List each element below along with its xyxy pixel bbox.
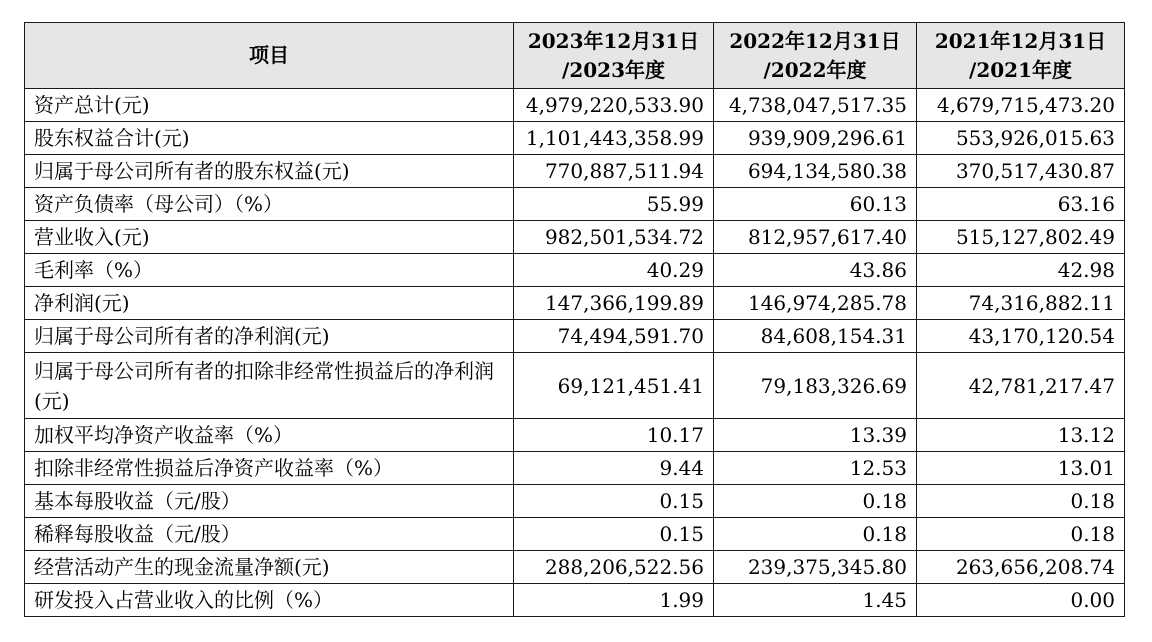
value-2023: 1,101,443,358.99	[514, 122, 714, 155]
header-2023	[514, 23, 714, 89]
row-label: 净利润(元)	[25, 287, 514, 320]
value-2023: 0.15	[514, 518, 714, 551]
value-2021: 0.18	[917, 518, 1125, 551]
value-2021: 63.16	[917, 188, 1125, 221]
value-2023: 1.99	[514, 584, 714, 617]
row-label: 毛利率（%）	[25, 254, 514, 287]
value-2023: 982,501,534.72	[514, 221, 714, 254]
table-row	[25, 254, 1125, 287]
table-row	[25, 287, 1125, 320]
table-row	[25, 221, 1125, 254]
value-2022: 0.18	[714, 518, 917, 551]
value-2021: 515,127,802.49	[917, 221, 1125, 254]
header-2021	[917, 23, 1125, 89]
value-2023: 288,206,522.56	[514, 551, 714, 584]
value-2022: 43.86	[714, 254, 917, 287]
financial-summary-table	[24, 22, 1125, 617]
row-label: 扣除非经常性损益后净资产收益率（%）	[25, 452, 514, 485]
row-label: 归属于母公司所有者的股东权益(元)	[25, 155, 514, 188]
value-2023: 10.17	[514, 419, 714, 452]
table-row	[25, 188, 1125, 221]
value-2022: 1.45	[714, 584, 917, 617]
table-header	[25, 23, 1125, 89]
value-2021: 43,170,120.54	[917, 320, 1125, 353]
value-2023: 9.44	[514, 452, 714, 485]
table-body	[25, 89, 1125, 617]
value-2021: 42,781,217.47	[917, 353, 1125, 419]
value-2022: 12.53	[714, 452, 917, 485]
row-label: 归属于母公司所有者的净利润(元)	[25, 320, 514, 353]
row-label: 基本每股收益（元/股）	[25, 485, 514, 518]
value-2021: 74,316,882.11	[917, 287, 1125, 320]
row-label: 经营活动产生的现金流量净额(元)	[25, 551, 514, 584]
value-2021: 13.12	[917, 419, 1125, 452]
table-row	[25, 320, 1125, 353]
table-row	[25, 518, 1125, 551]
table-row	[25, 89, 1125, 122]
row-label: 研发投入占营业收入的比例（%）	[25, 584, 514, 617]
table-row	[25, 452, 1125, 485]
table-row	[25, 485, 1125, 518]
value-2023: 69,121,451.41	[514, 353, 714, 419]
table-row	[25, 122, 1125, 155]
header-2023-year: /2023年度	[562, 57, 665, 82]
value-2022: 812,957,617.40	[714, 221, 917, 254]
value-2021: 0.00	[917, 584, 1125, 617]
value-2022: 0.18	[714, 485, 917, 518]
table-row	[25, 155, 1125, 188]
table-row	[25, 353, 1125, 419]
value-2021: 42.98	[917, 254, 1125, 287]
value-2023: 147,366,199.89	[514, 287, 714, 320]
row-label: 资产总计(元)	[25, 89, 514, 122]
value-2022: 4,738,047,517.35	[714, 89, 917, 122]
row-label: 稀释每股收益（元/股）	[25, 518, 514, 551]
value-2023: 40.29	[514, 254, 714, 287]
header-2021-year: /2021年度	[969, 57, 1072, 82]
header-2023-date: 2023年12月31日	[527, 28, 700, 53]
value-2022: 694,134,580.38	[714, 155, 917, 188]
value-2022: 939,909,296.61	[714, 122, 917, 155]
value-2021: 370,517,430.87	[917, 155, 1125, 188]
row-label: 资产负债率（母公司）（%）	[25, 188, 514, 221]
table-row	[25, 419, 1125, 452]
value-2021: 4,679,715,473.20	[917, 89, 1125, 122]
value-2022: 239,375,345.80	[714, 551, 917, 584]
value-2022: 79,183,326.69	[714, 353, 917, 419]
value-2023: 0.15	[514, 485, 714, 518]
value-2022: 60.13	[714, 188, 917, 221]
row-label: 加权平均净资产收益率（%）	[25, 419, 514, 452]
header-item-label: 项目	[249, 43, 289, 67]
header-2022-year: /2022年度	[763, 57, 867, 82]
header-2022	[714, 23, 917, 89]
row-label: 归属于母公司所有者的扣除非经常性损益后的净利润(元)	[25, 353, 514, 419]
value-2023: 770,887,511.94	[514, 155, 714, 188]
row-label: 股东权益合计(元)	[25, 122, 514, 155]
value-2022: 84,608,154.31	[714, 320, 917, 353]
value-2021: 553,926,015.63	[917, 122, 1125, 155]
value-2023: 55.99	[514, 188, 714, 221]
row-label: 营业收入(元)	[25, 221, 514, 254]
table-row	[25, 584, 1125, 617]
value-2022: 146,974,285.78	[714, 287, 917, 320]
header-2022-date: 2022年12月31日	[729, 28, 901, 53]
header-row	[25, 23, 1125, 89]
header-2021-date: 2021年12月31日	[934, 28, 1107, 53]
value-2023: 4,979,220,533.90	[514, 89, 714, 122]
header-item	[25, 23, 514, 89]
value-2023: 74,494,591.70	[514, 320, 714, 353]
table-row	[25, 551, 1125, 584]
value-2021: 0.18	[917, 485, 1125, 518]
value-2021: 13.01	[917, 452, 1125, 485]
value-2022: 13.39	[714, 419, 917, 452]
value-2021: 263,656,208.74	[917, 551, 1125, 584]
